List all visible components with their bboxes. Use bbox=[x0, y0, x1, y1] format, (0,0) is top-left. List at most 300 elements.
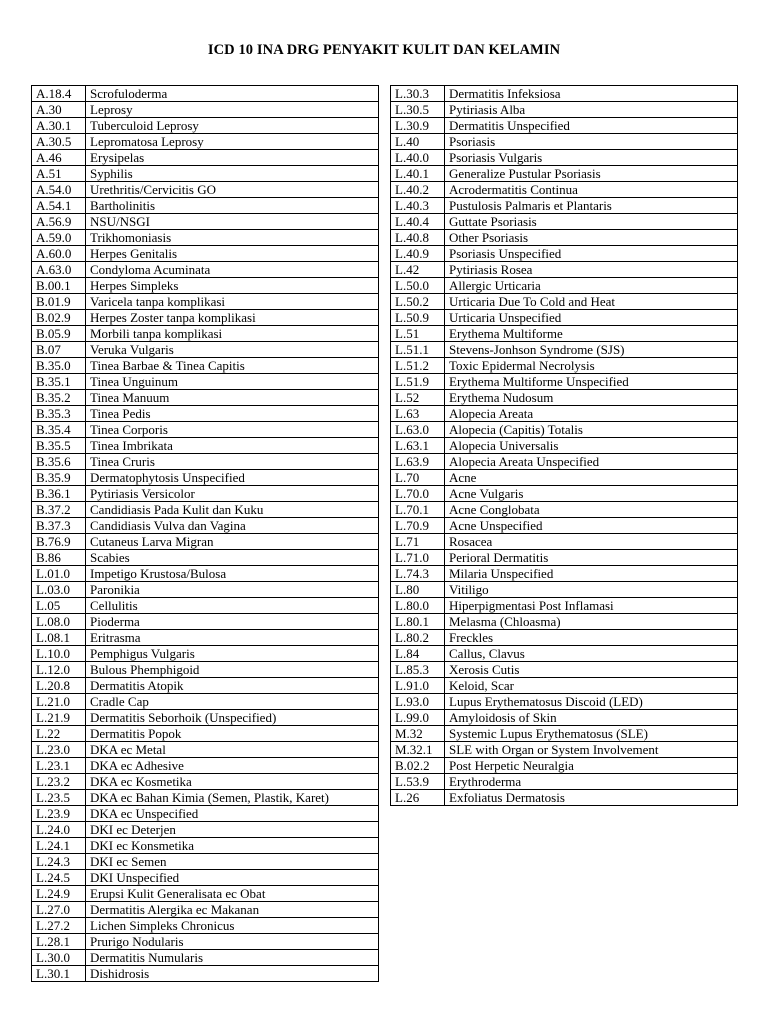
diagnosis-cell: Lupus Erythematosus Discoid (LED) bbox=[445, 694, 738, 710]
icd-code-cell: L.23.5 bbox=[32, 790, 86, 806]
diagnosis-cell: Tinea Pedis bbox=[86, 406, 379, 422]
table-row bbox=[32, 278, 379, 294]
table-row bbox=[32, 102, 379, 118]
table-row bbox=[32, 950, 379, 966]
diagnosis-cell: Other Psoriasis bbox=[445, 230, 738, 246]
diagnosis-cell: Lichen Simpleks Chronicus bbox=[86, 918, 379, 934]
icd-code-cell: L.84 bbox=[391, 646, 445, 662]
diagnosis-cell: Xerosis Cutis bbox=[445, 662, 738, 678]
diagnosis-cell: Veruka Vulgaris bbox=[86, 342, 379, 358]
diagnosis-cell: Alopecia Areata Unspecified bbox=[445, 454, 738, 470]
diagnosis-cell: Herpes Zoster tanpa komplikasi bbox=[86, 310, 379, 326]
table-row bbox=[391, 678, 738, 694]
icd-code-cell: L.99.0 bbox=[391, 710, 445, 726]
icd-code-cell: L.51.9 bbox=[391, 374, 445, 390]
table-row bbox=[32, 646, 379, 662]
diagnosis-cell: Scabies bbox=[86, 550, 379, 566]
diagnosis-cell: Tuberculoid Leprosy bbox=[86, 118, 379, 134]
diagnosis-cell: Exfoliatus Dermatosis bbox=[445, 790, 738, 806]
table-row bbox=[32, 854, 379, 870]
icd-code-cell: L.40.4 bbox=[391, 214, 445, 230]
icd-code-cell: L.30.3 bbox=[391, 86, 445, 102]
icd-code-cell: L.30.9 bbox=[391, 118, 445, 134]
icd-code-cell: L.71.0 bbox=[391, 550, 445, 566]
diagnosis-cell: Keloid, Scar bbox=[445, 678, 738, 694]
table-row bbox=[32, 390, 379, 406]
diagnosis-cell: Dermatophytosis Unspecified bbox=[86, 470, 379, 486]
table-row bbox=[391, 182, 738, 198]
diagnosis-cell: DKI ec Semen bbox=[86, 854, 379, 870]
icd-code-cell: L.63.0 bbox=[391, 422, 445, 438]
icd-table-right bbox=[390, 85, 738, 806]
icd-code-cell: L.51.1 bbox=[391, 342, 445, 358]
icd-code-cell: L.23.2 bbox=[32, 774, 86, 790]
table-row bbox=[391, 166, 738, 182]
table-row bbox=[391, 566, 738, 582]
icd-code-cell: B.01.9 bbox=[32, 294, 86, 310]
icd-code-cell: L.50.9 bbox=[391, 310, 445, 326]
diagnosis-cell: Callus, Clavus bbox=[445, 646, 738, 662]
table-row bbox=[32, 742, 379, 758]
table-row bbox=[391, 246, 738, 262]
table-row bbox=[32, 150, 379, 166]
icd-code-cell: A.54.1 bbox=[32, 198, 86, 214]
icd-code-cell: L.24.3 bbox=[32, 854, 86, 870]
icd-code-cell: L.24.1 bbox=[32, 838, 86, 854]
table-row bbox=[32, 838, 379, 854]
icd-code-cell: B.37.3 bbox=[32, 518, 86, 534]
table-row bbox=[391, 790, 738, 806]
diagnosis-cell: Guttate Psoriasis bbox=[445, 214, 738, 230]
table-row bbox=[391, 358, 738, 374]
icd-code-cell: L.27.0 bbox=[32, 902, 86, 918]
diagnosis-cell: DKA ec Kosmetika bbox=[86, 774, 379, 790]
table-row bbox=[391, 614, 738, 630]
icd-code-cell: L.50.0 bbox=[391, 278, 445, 294]
diagnosis-cell: Erythema Nudosum bbox=[445, 390, 738, 406]
table-row bbox=[391, 726, 738, 742]
table-row bbox=[32, 502, 379, 518]
icd-code-cell: L.23.9 bbox=[32, 806, 86, 822]
diagnosis-cell: Urticaria Due To Cold and Heat bbox=[445, 294, 738, 310]
diagnosis-cell: Pytiriasis Alba bbox=[445, 102, 738, 118]
diagnosis-cell: Urticaria Unspecified bbox=[445, 310, 738, 326]
icd-code-cell: B.35.6 bbox=[32, 454, 86, 470]
table-row bbox=[32, 358, 379, 374]
icd-code-cell: A.63.0 bbox=[32, 262, 86, 278]
icd-code-cell: L.85.3 bbox=[391, 662, 445, 678]
icd-code-cell: L.63.1 bbox=[391, 438, 445, 454]
icd-code-cell: L.80 bbox=[391, 582, 445, 598]
icd-code-cell: B.35.5 bbox=[32, 438, 86, 454]
diagnosis-cell: Milaria Unspecified bbox=[445, 566, 738, 582]
icd-code-cell: L.42 bbox=[391, 262, 445, 278]
table-row bbox=[32, 246, 379, 262]
diagnosis-cell: Alopecia (Capitis) Totalis bbox=[445, 422, 738, 438]
table-row bbox=[391, 662, 738, 678]
diagnosis-cell: Erythroderma bbox=[445, 774, 738, 790]
diagnosis-cell: Erythema Multiforme bbox=[445, 326, 738, 342]
icd-code-cell: A.30.5 bbox=[32, 134, 86, 150]
icd-code-cell: L.24.9 bbox=[32, 886, 86, 902]
table-row bbox=[391, 518, 738, 534]
table-row bbox=[391, 150, 738, 166]
diagnosis-cell: Alopecia Universalis bbox=[445, 438, 738, 454]
table-row bbox=[32, 230, 379, 246]
diagnosis-cell: Candidiasis Pada Kulit dan Kuku bbox=[86, 502, 379, 518]
table-row bbox=[32, 118, 379, 134]
icd-code-cell: L.22 bbox=[32, 726, 86, 742]
icd-code-cell: L.80.2 bbox=[391, 630, 445, 646]
icd-code-cell: A.59.0 bbox=[32, 230, 86, 246]
icd-code-cell: B.35.4 bbox=[32, 422, 86, 438]
diagnosis-cell: Acne Conglobata bbox=[445, 502, 738, 518]
diagnosis-cell: Pemphigus Vulgaris bbox=[86, 646, 379, 662]
table-row bbox=[32, 454, 379, 470]
diagnosis-cell: Psoriasis bbox=[445, 134, 738, 150]
table-row bbox=[391, 438, 738, 454]
diagnosis-cell: Amyloidosis of Skin bbox=[445, 710, 738, 726]
diagnosis-cell: Herpes Genitalis bbox=[86, 246, 379, 262]
table-row bbox=[32, 902, 379, 918]
diagnosis-cell: Tinea Corporis bbox=[86, 422, 379, 438]
icd-code-cell: L.74.3 bbox=[391, 566, 445, 582]
table-row bbox=[391, 742, 738, 758]
diagnosis-cell: SLE with Organ or System Involvement bbox=[445, 742, 738, 758]
icd-code-cell: L.26 bbox=[391, 790, 445, 806]
diagnosis-cell: Erythema Multiforme Unspecified bbox=[445, 374, 738, 390]
icd-code-cell: L.40 bbox=[391, 134, 445, 150]
icd-code-cell: A.30.1 bbox=[32, 118, 86, 134]
icd-code-cell: B.35.2 bbox=[32, 390, 86, 406]
icd-code-cell: L.28.1 bbox=[32, 934, 86, 950]
diagnosis-cell: Candidiasis Vulva dan Vagina bbox=[86, 518, 379, 534]
diagnosis-cell: Cutaneus Larva Migran bbox=[86, 534, 379, 550]
diagnosis-cell: Leprosy bbox=[86, 102, 379, 118]
diagnosis-cell: Rosacea bbox=[445, 534, 738, 550]
icd-code-cell: B.36.1 bbox=[32, 486, 86, 502]
table-row bbox=[391, 102, 738, 118]
icd-code-cell: L.63 bbox=[391, 406, 445, 422]
table-row bbox=[391, 374, 738, 390]
icd-code-cell: L.01.0 bbox=[32, 566, 86, 582]
diagnosis-cell: Bartholinitis bbox=[86, 198, 379, 214]
diagnosis-cell: Dermatitis Seborhoik (Unspecified) bbox=[86, 710, 379, 726]
table-row bbox=[32, 342, 379, 358]
diagnosis-cell: Perioral Dermatitis bbox=[445, 550, 738, 566]
icd-code-cell: L.53.9 bbox=[391, 774, 445, 790]
icd-code-cell: L.30.0 bbox=[32, 950, 86, 966]
diagnosis-cell: Tinea Manuum bbox=[86, 390, 379, 406]
icd-code-cell: B.35.1 bbox=[32, 374, 86, 390]
diagnosis-cell: Melasma (Chloasma) bbox=[445, 614, 738, 630]
table-row bbox=[391, 118, 738, 134]
icd-code-cell: L.30.5 bbox=[391, 102, 445, 118]
table-row bbox=[32, 598, 379, 614]
diagnosis-cell: Lepromatosa Leprosy bbox=[86, 134, 379, 150]
diagnosis-cell: NSU/NSGI bbox=[86, 214, 379, 230]
table-row bbox=[391, 406, 738, 422]
icd-table-left bbox=[31, 85, 379, 982]
icd-code-cell: L.40.2 bbox=[391, 182, 445, 198]
table-row bbox=[32, 134, 379, 150]
diagnosis-cell: Erupsi Kulit Generalisata ec Obat bbox=[86, 886, 379, 902]
diagnosis-cell: Dishidrosis bbox=[86, 966, 379, 982]
table-row bbox=[32, 214, 379, 230]
diagnosis-cell: Acrodermatitis Continua bbox=[445, 182, 738, 198]
diagnosis-cell: Cellulitis bbox=[86, 598, 379, 614]
diagnosis-cell: Herpes Simpleks bbox=[86, 278, 379, 294]
icd-code-cell: A.46 bbox=[32, 150, 86, 166]
icd-code-cell: L.71 bbox=[391, 534, 445, 550]
icd-code-cell: L.40.9 bbox=[391, 246, 445, 262]
diagnosis-cell: Varicela tanpa komplikasi bbox=[86, 294, 379, 310]
icd-code-cell: B.02.9 bbox=[32, 310, 86, 326]
diagnosis-cell: Paronikia bbox=[86, 582, 379, 598]
icd-code-cell: A.51 bbox=[32, 166, 86, 182]
icd-code-cell: A.18.4 bbox=[32, 86, 86, 102]
table-row bbox=[32, 806, 379, 822]
icd-code-cell: L.08.1 bbox=[32, 630, 86, 646]
icd-code-cell: L.40.1 bbox=[391, 166, 445, 182]
table-row bbox=[32, 438, 379, 454]
diagnosis-cell: Vitiligo bbox=[445, 582, 738, 598]
icd-code-cell: L.52 bbox=[391, 390, 445, 406]
icd-code-cell: L.08.0 bbox=[32, 614, 86, 630]
table-row bbox=[32, 726, 379, 742]
diagnosis-cell: Freckles bbox=[445, 630, 738, 646]
icd-code-cell: A.30 bbox=[32, 102, 86, 118]
icd-code-cell: L.24.0 bbox=[32, 822, 86, 838]
icd-code-cell: L.23.1 bbox=[32, 758, 86, 774]
diagnosis-cell: Erysipelas bbox=[86, 150, 379, 166]
table-row bbox=[32, 886, 379, 902]
diagnosis-cell: Psoriasis Vulgaris bbox=[445, 150, 738, 166]
table-row bbox=[32, 86, 379, 102]
icd-code-cell: M.32.1 bbox=[391, 742, 445, 758]
table-row bbox=[32, 918, 379, 934]
diagnosis-cell: Urethritis/Cervicitis GO bbox=[86, 182, 379, 198]
table-row bbox=[391, 646, 738, 662]
icd-code-cell: B.86 bbox=[32, 550, 86, 566]
icd-code-cell: L.50.2 bbox=[391, 294, 445, 310]
table-row bbox=[391, 454, 738, 470]
icd-code-cell: L.10.0 bbox=[32, 646, 86, 662]
diagnosis-cell: Acne Vulgaris bbox=[445, 486, 738, 502]
diagnosis-cell: Dermatitis Atopik bbox=[86, 678, 379, 694]
icd-code-cell: L.21.0 bbox=[32, 694, 86, 710]
table-row bbox=[32, 758, 379, 774]
diagnosis-cell: DKA ec Adhesive bbox=[86, 758, 379, 774]
table-row bbox=[391, 86, 738, 102]
diagnosis-cell: Syphilis bbox=[86, 166, 379, 182]
icd-code-cell: L.03.0 bbox=[32, 582, 86, 598]
table-row bbox=[391, 422, 738, 438]
icd-code-cell: L.23.0 bbox=[32, 742, 86, 758]
table-row bbox=[32, 198, 379, 214]
table-row bbox=[391, 630, 738, 646]
icd-code-cell: L.20.8 bbox=[32, 678, 86, 694]
table-row bbox=[391, 198, 738, 214]
diagnosis-cell: Dermatitis Infeksiosa bbox=[445, 86, 738, 102]
table-row bbox=[32, 790, 379, 806]
diagnosis-cell: Impetigo Krustosa/Bulosa bbox=[86, 566, 379, 582]
diagnosis-cell: Prurigo Nodularis bbox=[86, 934, 379, 950]
diagnosis-cell: Scrofuloderma bbox=[86, 86, 379, 102]
table-row bbox=[391, 598, 738, 614]
diagnosis-cell: Acne bbox=[445, 470, 738, 486]
table-row bbox=[32, 470, 379, 486]
icd-code-cell: B.35.9 bbox=[32, 470, 86, 486]
diagnosis-cell: Toxic Epidermal Necrolysis bbox=[445, 358, 738, 374]
table-row bbox=[391, 230, 738, 246]
icd-code-cell: L.70.1 bbox=[391, 502, 445, 518]
diagnosis-cell: Acne Unspecified bbox=[445, 518, 738, 534]
table-row bbox=[32, 694, 379, 710]
diagnosis-cell: Dermatitis Alergika ec Makanan bbox=[86, 902, 379, 918]
diagnosis-cell: DKA ec Metal bbox=[86, 742, 379, 758]
diagnosis-cell: Trikhomoniasis bbox=[86, 230, 379, 246]
table-row bbox=[32, 966, 379, 982]
diagnosis-cell: Psoriasis Unspecified bbox=[445, 246, 738, 262]
table-row bbox=[391, 694, 738, 710]
table-row bbox=[391, 774, 738, 790]
table-row bbox=[391, 486, 738, 502]
table-row bbox=[32, 566, 379, 582]
diagnosis-cell: Generalize Pustular Psoriasis bbox=[445, 166, 738, 182]
diagnosis-cell: Eritrasma bbox=[86, 630, 379, 646]
table-row bbox=[32, 582, 379, 598]
icd-code-cell: L.70.0 bbox=[391, 486, 445, 502]
icd-code-cell: L.12.0 bbox=[32, 662, 86, 678]
diagnosis-cell: Pioderma bbox=[86, 614, 379, 630]
table-row bbox=[32, 294, 379, 310]
icd-code-cell: B.05.9 bbox=[32, 326, 86, 342]
diagnosis-cell: Dermatitis Unspecified bbox=[445, 118, 738, 134]
table-row bbox=[32, 550, 379, 566]
table-row bbox=[391, 758, 738, 774]
icd-code-cell: L.51 bbox=[391, 326, 445, 342]
icd-code-cell: L.40.8 bbox=[391, 230, 445, 246]
table-row bbox=[32, 710, 379, 726]
table-row bbox=[391, 214, 738, 230]
table-row bbox=[32, 662, 379, 678]
diagnosis-cell: Post Herpetic Neuralgia bbox=[445, 758, 738, 774]
icd-code-cell: L.80.1 bbox=[391, 614, 445, 630]
table-row bbox=[32, 406, 379, 422]
diagnosis-cell: Pustulosis Palmaris et Plantaris bbox=[445, 198, 738, 214]
table-row bbox=[391, 262, 738, 278]
table-row bbox=[32, 630, 379, 646]
icd-code-cell: B.35.3 bbox=[32, 406, 86, 422]
table-row bbox=[391, 278, 738, 294]
table-row bbox=[391, 582, 738, 598]
table-row bbox=[32, 374, 379, 390]
diagnosis-cell: Tinea Imbrikata bbox=[86, 438, 379, 454]
diagnosis-cell: Tinea Cruris bbox=[86, 454, 379, 470]
diagnosis-cell: DKA ec Bahan Kimia (Semen, Plastik, Karet) bbox=[86, 790, 379, 806]
table-row bbox=[391, 390, 738, 406]
icd-code-cell: L.63.9 bbox=[391, 454, 445, 470]
diagnosis-cell: DKA ec Unspecified bbox=[86, 806, 379, 822]
table-row bbox=[32, 774, 379, 790]
table-row bbox=[32, 326, 379, 342]
diagnosis-cell: Condyloma Acuminata bbox=[86, 262, 379, 278]
icd-code-cell: L.91.0 bbox=[391, 678, 445, 694]
diagnosis-cell: Stevens-Jonhson Syndrome (SJS) bbox=[445, 342, 738, 358]
diagnosis-cell: Tinea Unguinum bbox=[86, 374, 379, 390]
diagnosis-cell: Allergic Urticaria bbox=[445, 278, 738, 294]
icd-code-cell: L.93.0 bbox=[391, 694, 445, 710]
diagnosis-cell: Hiperpigmentasi Post Inflamasi bbox=[445, 598, 738, 614]
icd-code-cell: L.80.0 bbox=[391, 598, 445, 614]
diagnosis-cell: Systemic Lupus Erythematosus (SLE) bbox=[445, 726, 738, 742]
icd-code-cell: B.76.9 bbox=[32, 534, 86, 550]
diagnosis-cell: DKI Unspecified bbox=[86, 870, 379, 886]
table-row bbox=[32, 486, 379, 502]
diagnosis-cell: Pytiriasis Rosea bbox=[445, 262, 738, 278]
diagnosis-cell: Bulous Phemphigoid bbox=[86, 662, 379, 678]
table-row bbox=[391, 294, 738, 310]
icd-code-cell: L.24.5 bbox=[32, 870, 86, 886]
table-row bbox=[32, 534, 379, 550]
table-row bbox=[32, 822, 379, 838]
icd-code-cell: B.07 bbox=[32, 342, 86, 358]
table-row bbox=[391, 326, 738, 342]
table-row bbox=[32, 678, 379, 694]
icd-code-cell: B.37.2 bbox=[32, 502, 86, 518]
icd-code-cell: L.30.1 bbox=[32, 966, 86, 982]
icd-code-cell: L.27.2 bbox=[32, 918, 86, 934]
icd-code-cell: A.60.0 bbox=[32, 246, 86, 262]
diagnosis-cell: Tinea Barbae & Tinea Capitis bbox=[86, 358, 379, 374]
table-row bbox=[32, 518, 379, 534]
icd-code-cell: B.35.0 bbox=[32, 358, 86, 374]
icd-code-cell: L.21.9 bbox=[32, 710, 86, 726]
table-row bbox=[391, 470, 738, 486]
icd-code-cell: L.70.9 bbox=[391, 518, 445, 534]
diagnosis-cell: Dermatitis Numularis bbox=[86, 950, 379, 966]
table-row bbox=[32, 166, 379, 182]
icd-code-cell: A.54.0 bbox=[32, 182, 86, 198]
diagnosis-cell: Cradle Cap bbox=[86, 694, 379, 710]
diagnosis-cell: Dermatitis Popok bbox=[86, 726, 379, 742]
icd-code-cell: B.00.1 bbox=[32, 278, 86, 294]
diagnosis-cell: DKI ec Konsmetika bbox=[86, 838, 379, 854]
table-row bbox=[32, 934, 379, 950]
icd-code-cell: L.40.0 bbox=[391, 150, 445, 166]
diagnosis-cell: Morbili tanpa komplikasi bbox=[86, 326, 379, 342]
icd-code-cell: A.56.9 bbox=[32, 214, 86, 230]
icd-code-cell: M.32 bbox=[391, 726, 445, 742]
icd-code-cell: B.02.2 bbox=[391, 758, 445, 774]
table-row bbox=[391, 550, 738, 566]
table-row bbox=[391, 710, 738, 726]
table-row bbox=[391, 310, 738, 326]
diagnosis-cell: Pytiriasis Versicolor bbox=[86, 486, 379, 502]
page-title: ICD 10 INA DRG PENYAKIT KULIT DAN KELAMIN bbox=[207, 42, 561, 58]
table-row bbox=[391, 534, 738, 550]
icd-code-cell: L.70 bbox=[391, 470, 445, 486]
table-row bbox=[391, 502, 738, 518]
table-row bbox=[32, 262, 379, 278]
table-row bbox=[32, 310, 379, 326]
table-row bbox=[32, 614, 379, 630]
icd-code-cell: L.40.3 bbox=[391, 198, 445, 214]
table-row bbox=[391, 134, 738, 150]
icd-code-cell: L.51.2 bbox=[391, 358, 445, 374]
table-row bbox=[32, 182, 379, 198]
